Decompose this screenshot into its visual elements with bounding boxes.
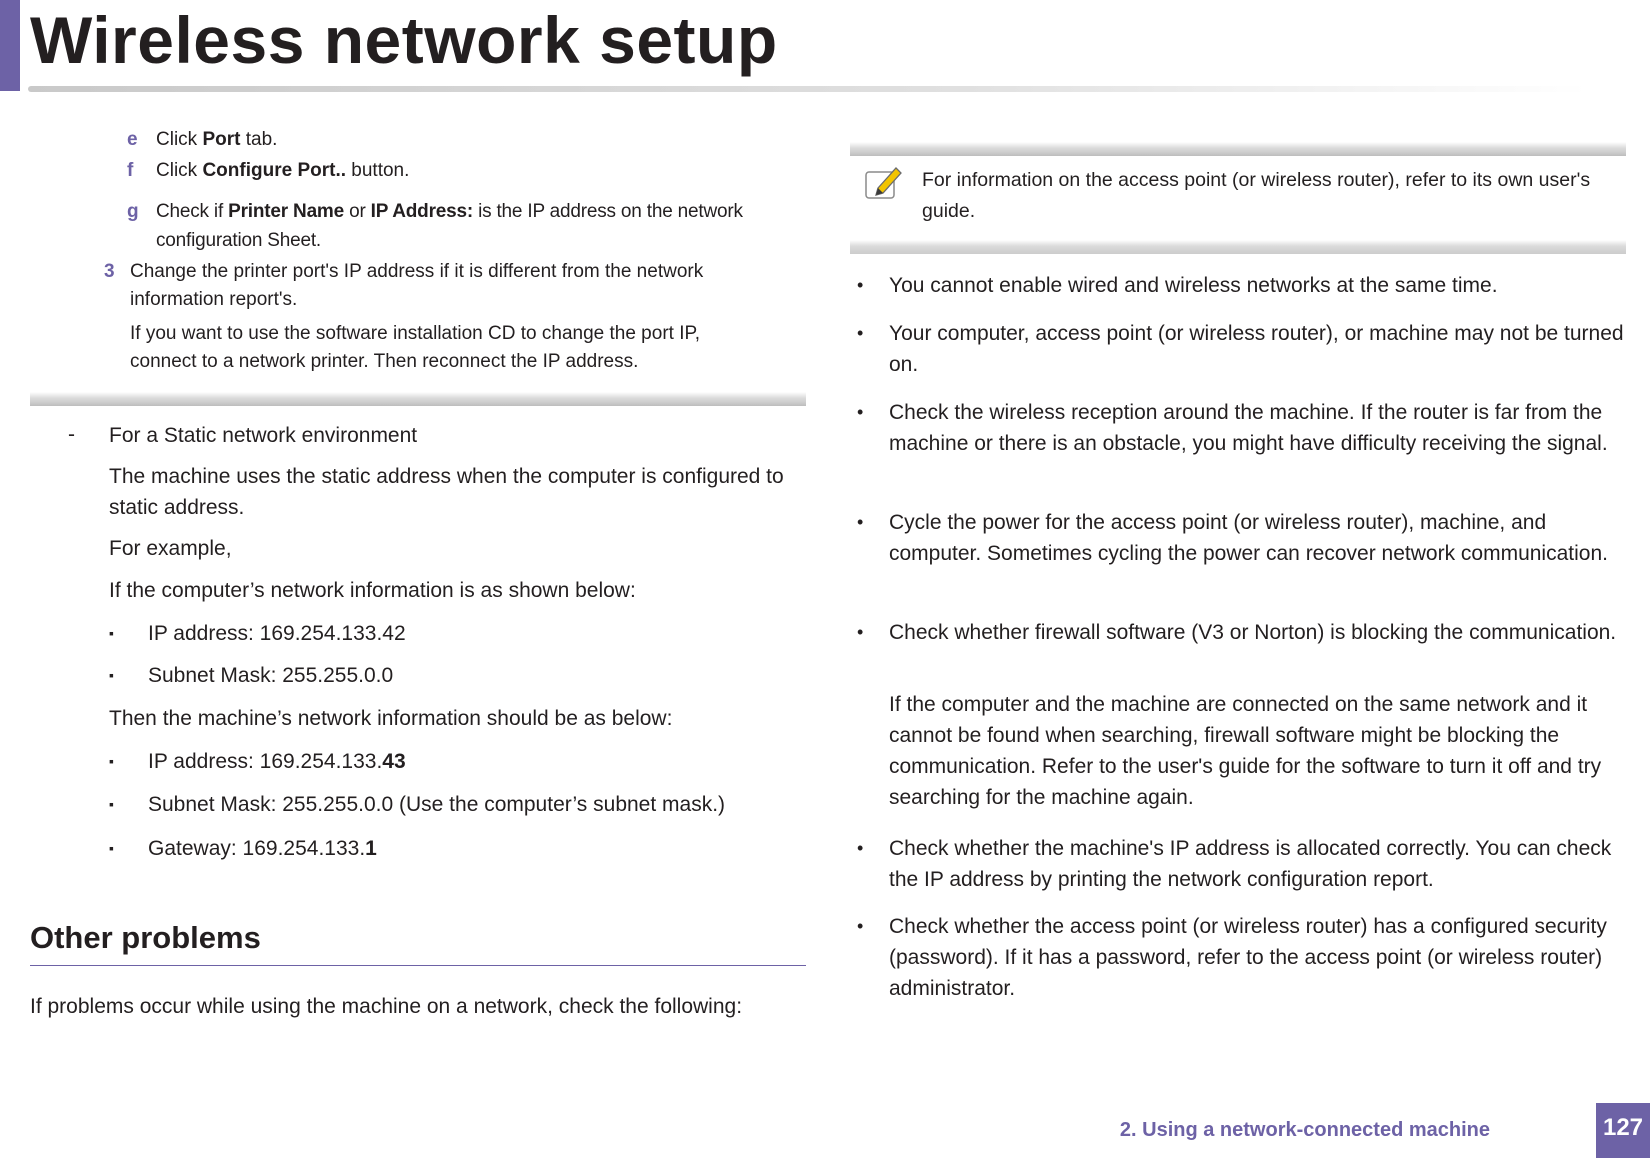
list-item: Gateway: 169.254.133.1 [148, 837, 377, 860]
list-item: You cannot enable wired and wireless networks at the same time. [889, 274, 1498, 297]
list-item: Check whether the access point (or wireless router) has a configured security (password). If it has a password, refer to the access point (or wireless router) administrator. [889, 915, 1607, 1000]
bullet-marker: • [857, 402, 864, 422]
list-item: Cycle the power for the access point (or wireless router), machine, and computer. Sometimes cycling the power can recover network communication. [889, 511, 1608, 565]
step-note: If you want to use the software installation CD to change the port IP, connect to a network printer. Then reconnect the IP address. [130, 323, 700, 372]
heading-underline [30, 965, 806, 966]
sub-step-marker: e [127, 129, 138, 150]
footer-chapter-link[interactable]: 2. Using a network-connected machine [1119, 1119, 1490, 1141]
bullet-marker: • [857, 622, 864, 642]
list-item: Subnet Mask: 255.255.0.0 [148, 664, 394, 687]
bullet-marker: • [857, 838, 864, 858]
list-item: IP address: 169.254.133.43 [148, 750, 406, 773]
note-pencil-icon [864, 162, 904, 202]
section-heading: Other problems [30, 920, 261, 955]
sub-step-text: Check if [156, 201, 229, 222]
square-bullet: ▪ [109, 753, 114, 769]
bullet-marker: • [857, 512, 864, 532]
step-marker: 3 [104, 261, 115, 282]
title-underline [28, 86, 1588, 92]
section-divider [30, 392, 806, 406]
bullet-marker: • [857, 323, 864, 343]
square-bullet: ▪ [109, 796, 114, 812]
square-bullet: ▪ [109, 667, 114, 683]
sub-step-text: is the IP address on the network configuration Sheet. [156, 201, 743, 251]
bullet-marker: • [857, 275, 864, 295]
note-text: For information on the access point (or wireless router), refer to its own user's guide. [922, 169, 1591, 222]
list-item: Subnet Mask: 255.255.0.0 (Use the computer’s subnet mask.) [148, 793, 726, 816]
computer-info-intro: If the computer’s network information is as shown below: [109, 579, 636, 602]
machine-info-intro: Then the machine’s network information should be as below: [109, 707, 673, 730]
sub-step-text: button. [346, 160, 410, 181]
list-item: Check whether firewall software (V3 or Norton) is blocking the communication. [889, 621, 1617, 644]
sub-step-marker: g [127, 201, 139, 222]
sub-step-text: tab. [240, 129, 278, 150]
list-item: IP address: 169.254.133.42 [148, 622, 406, 645]
sub-step-text: Click [156, 160, 203, 181]
sub-step-marker: f [127, 160, 134, 181]
step-text: Change the printer port's IP address if it is different from the network information report's. [130, 261, 704, 310]
page-number: 127 [1596, 1103, 1650, 1158]
static-description: The machine uses the static address when the computer is configured to static address. [109, 465, 784, 519]
list-item: Check the wireless reception around the machine. If the router is far from the machine or there is an obstacle, you might have difficulty receiving the signal. [889, 401, 1608, 455]
static-heading: For a Static network environment [109, 424, 418, 447]
list-item: Check whether the machine's IP address is allocated correctly. You can check the IP address by printing the network configuration report. [889, 837, 1612, 891]
bullet-marker: • [857, 916, 864, 936]
ui-term: IP Address: [370, 201, 473, 222]
sub-step-text: or [344, 201, 371, 222]
dash-marker: - [68, 423, 75, 446]
ui-term: Configure Port.. [202, 160, 347, 181]
page-title: Wireless network setup [30, 3, 778, 77]
note-top-rule [850, 142, 1626, 156]
ui-term: Port [202, 129, 241, 150]
title-accent-bar [0, 0, 20, 91]
list-item: Your computer, access point (or wireless router), or machine may not be turned on. [889, 322, 1624, 376]
example-label: For example, [109, 537, 232, 560]
other-problems-intro: If problems occur while using the machine on a network, check the following: [30, 995, 743, 1018]
square-bullet: ▪ [109, 625, 114, 641]
firewall-detail: If the computer and the machine are connected on the same network and it cannot be found when searching, firewall software might be blocking the communication. Refer to the user's guide for the software to turn it off and try searching for the machine again. [889, 693, 1602, 809]
square-bullet: ▪ [109, 840, 114, 856]
ui-term: Printer Name [228, 201, 344, 222]
sub-step-text: Click [156, 129, 203, 150]
note-bottom-rule [850, 240, 1626, 254]
